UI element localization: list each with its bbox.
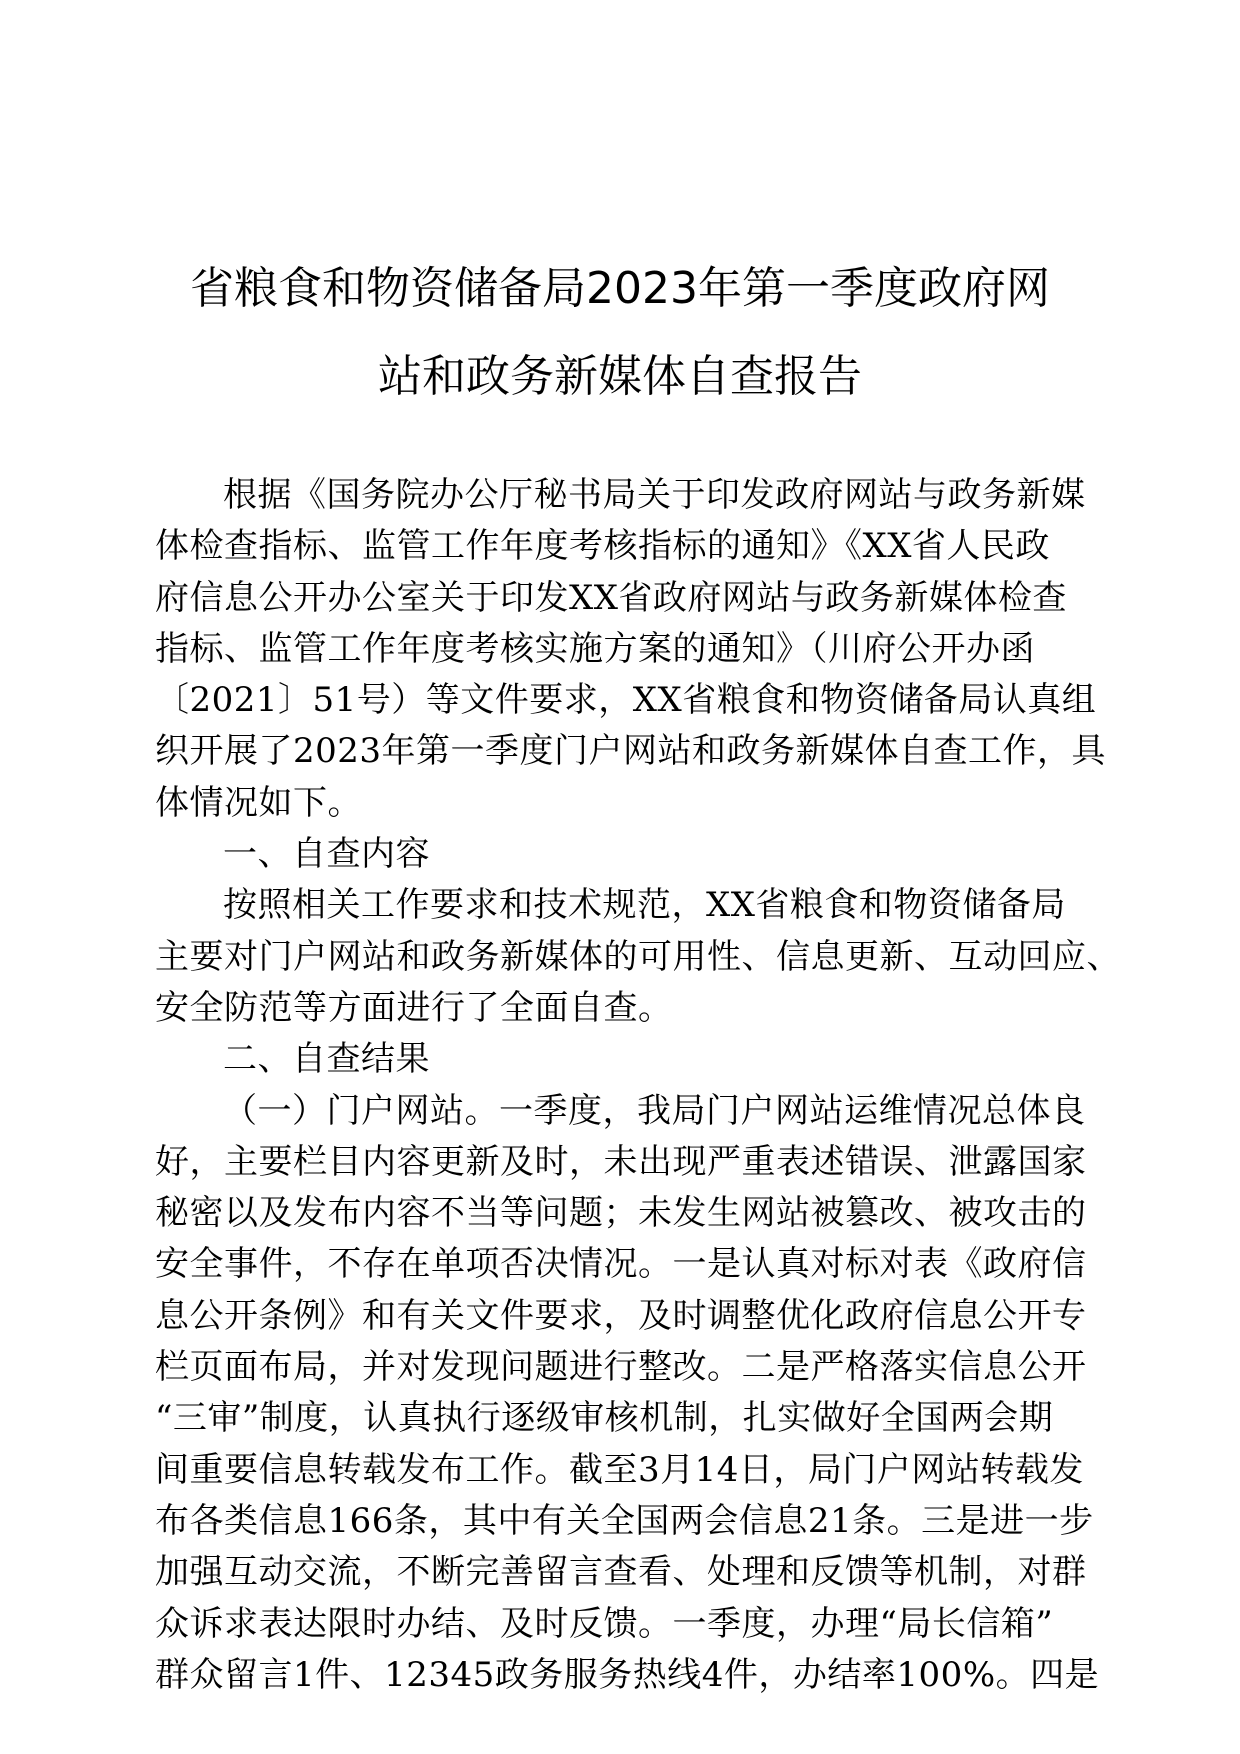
paragraph-line: 布各类信息166条，其中有关全国两会信息21条。三是进一步 xyxy=(155,1500,1094,1541)
paragraph-line: 根据《国务院办公厅秘书局关于印发政府网站与政务新媒 xyxy=(223,475,1086,515)
paragraph-line: 加强互动交流，不断完善留言查看、处理和反馈等机制，对群 xyxy=(155,1552,1087,1593)
section-heading: 二、自查结果 xyxy=(223,1039,430,1080)
paragraph-line: 〔2021〕51号）等文件要求，XX省粮食和物资储备局认真组 xyxy=(155,680,1097,721)
paragraph-line: 栏页面布局，并对发现问题进行整改。二是严格落实信息公开 xyxy=(155,1347,1087,1388)
paragraph-line: 秘密以及发布内容不当等问题；未发生网站被篡改、被攻击的 xyxy=(155,1193,1087,1234)
document-body xyxy=(155,470,1121,1701)
paragraph-line: 安全事件，不存在单项否决情况。一是认真对标对表《政府信 xyxy=(155,1244,1087,1285)
document-title xyxy=(150,245,1090,421)
paragraph-line: 织开展了2023年第一季度门户网站和政务新媒体自查工作，具 xyxy=(155,731,1107,772)
paragraph-line: 间重要信息转载发布工作。截至3月14日，局门户网站转载发 xyxy=(155,1449,1084,1490)
title-line-2: 站和政务新媒体自查报告 xyxy=(378,351,862,402)
paragraph-line: 体情况如下。 xyxy=(155,782,362,823)
paragraph-line: “三审”制度，认真执行逐级审核机制，扎实做好全国两会期 xyxy=(155,1398,1054,1439)
paragraph-line: （一）门户网站。一季度，我局门户网站运维情况总体良 xyxy=(223,1090,1086,1131)
paragraph-line: 主要对门户网站和政务新媒体的可用性、信息更新、互动回应、 xyxy=(155,936,1121,977)
paragraph-line: 息公开条例》和有关文件要求，及时调整优化政府信息公开专 xyxy=(155,1295,1087,1336)
paragraph-line: 指标、监管工作年度考核实施方案的通知》（川府公开办函 xyxy=(155,628,1035,669)
paragraph-line: 府信息公开办公室关于印发XX省政府网站与政务新媒体检查 xyxy=(155,577,1067,618)
paragraph-line: 按照相关工作要求和技术规范，XX省粮食和物资储备局 xyxy=(223,885,1066,926)
title-line-1: 省粮食和物资储备局2023年第一季度政府网 xyxy=(190,263,1050,314)
paragraph-line: 体检查指标、监管工作年度考核指标的通知》《XX省人民政 xyxy=(155,526,1050,567)
paragraph-line: 好，主要栏目内容更新及时，未出现严重表述错误、泄露国家 xyxy=(155,1141,1087,1182)
paragraph-line: 群众留言1件、12345政务服务热线4件，办结率100%。四是 xyxy=(155,1654,1100,1695)
paragraph-line: 安全防范等方面进行了全面自查。 xyxy=(155,987,673,1028)
paragraph-line: 众诉求表达限时办结、及时反馈。一季度，办理“局长信箱” xyxy=(155,1603,1054,1644)
section-heading: 一、自查内容 xyxy=(223,834,430,875)
